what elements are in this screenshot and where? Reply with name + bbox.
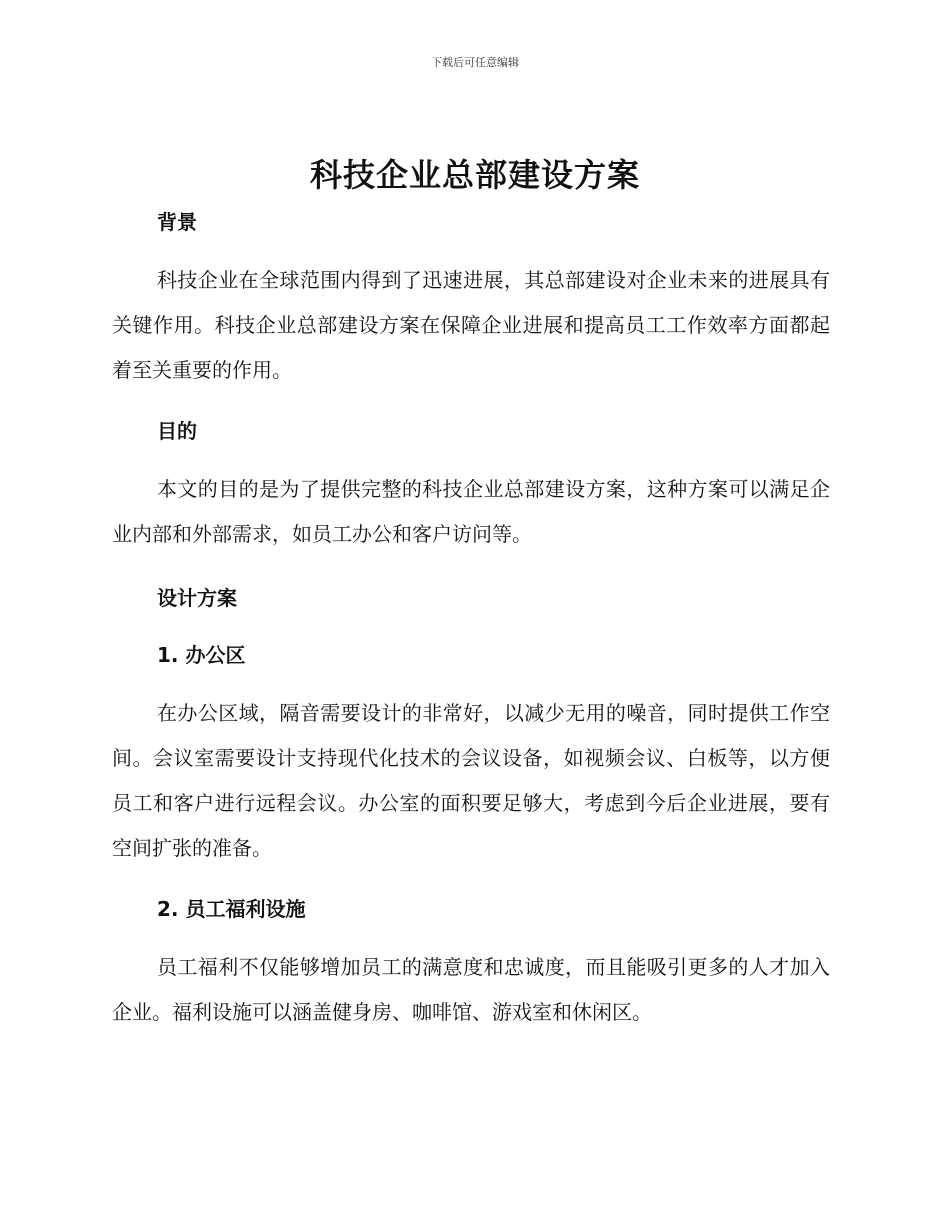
subsection-text-welfare: 员工福利不仅能够增加员工的满意度和忠诚度，而且能吸引更多的人才加入企业。福利设施可以涵盖健身房、咖啡馆、游戏室和休闲区。	[112, 955, 830, 1024]
document-body	[112, 206, 830, 1035]
section-heading-goal: 目的	[157, 419, 197, 443]
subsection-heading-office: 1. 办公区	[157, 643, 246, 667]
section-heading-design: 设计方案	[157, 586, 237, 610]
subsection-heading-welfare: 2. 员工福利设施	[157, 897, 306, 921]
document-title: 科技企业总部建设方案	[309, 156, 640, 194]
section-text-background: 科技企业在全球范围内得到了迅速进展，其总部建设对企业未来的进展具有关键作用。科技企业总部建设方案在保障企业进展和提高员工工作效率方面都起着至关重要的作用。	[112, 268, 830, 382]
section-heading-background: 背景	[157, 210, 197, 234]
section-text-goal: 本文的目的是为了提供完整的科技企业总部建设方案，这种方案可以满足企业内部和外部需求，如员工办公和客户访问等。	[112, 477, 830, 546]
page-header-note: 下载后可任意编辑	[431, 56, 519, 69]
subsection-text-office: 在办公区域，隔音需要设计的非常好，以减少无用的噪音，同时提供工作空间。会议室需要设计支持现代化技术的会议设备，如视频会议、白板等，以方便员工和客户进行远程会议。办公室的面积要足够大，考虑到今后企业进展，要有空间扩张的准备。	[112, 701, 830, 860]
